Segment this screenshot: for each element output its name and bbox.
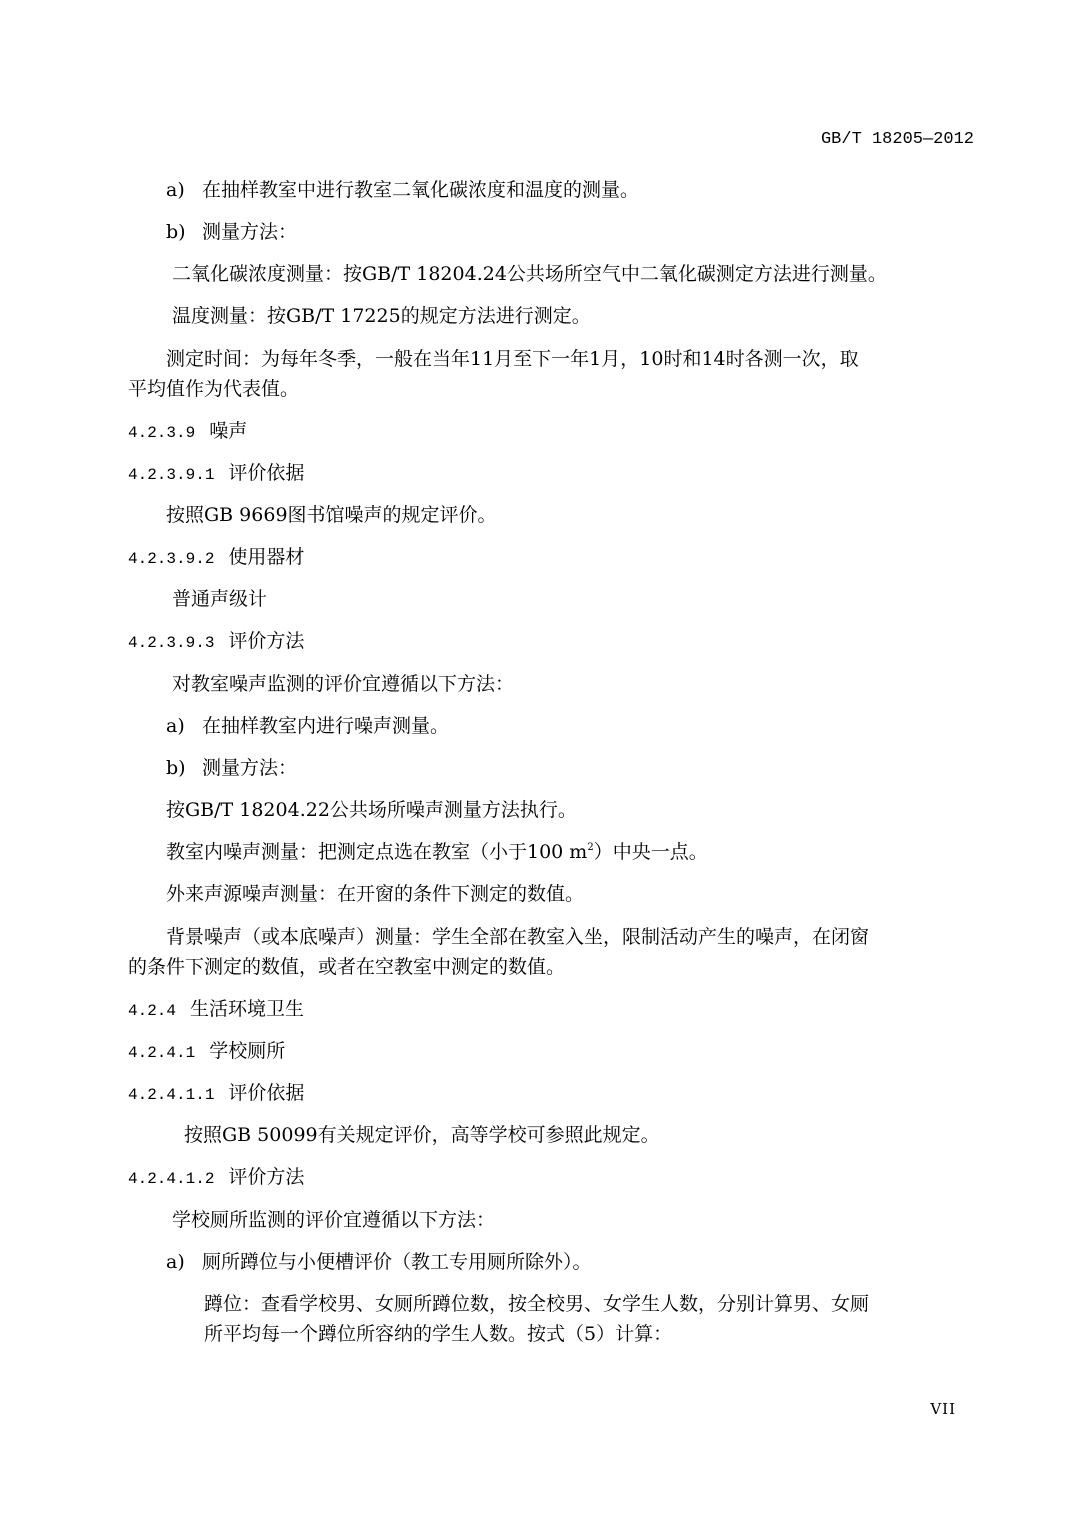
indoor-noise-text-end: ）中央一点。 [593,841,708,863]
list-item-text: 厕所蹲位与小便槽评价（教工专用厕所除外）。 [202,1251,592,1273]
section-title: 生活环境卫生 [190,998,305,1020]
section-number: 4.2.4.1 [128,1044,196,1062]
section-number: 4.2.3.9.3 [128,634,215,652]
section-heading-4-2-4 [128,994,304,1021]
section-heading-4-2-4-1-2 [128,1162,304,1189]
noise-basis-paragraph: 按照GB 9669图书馆噪声的规定评价。 [166,504,497,526]
list-marker: b) [166,757,186,779]
indoor-noise-text: 教室内噪声测量：把测定点选在教室（小于100 m [166,841,588,863]
section-heading-4-2-3-9-1 [128,458,304,485]
superscript-2: 2 [587,842,594,853]
section-number: 4.2.4 [128,1002,177,1020]
section-title: 评价依据 [228,462,305,484]
section-heading-4-2-4-1 [128,1036,285,1063]
list-item-a-noise [166,711,449,738]
list-marker: a) [166,179,185,201]
measurement-time-paragraph-line1: 测定时间：为每年冬季，一般在当年11月至下一年1月，10时和14时各测一次，取 [166,348,859,370]
squat-position-paragraph-line1: 蹲位：查看学校男、女厕所蹲位数，按全校男、女学生人数，分别计算男、女厕 [204,1293,870,1315]
background-noise-paragraph-line1: 背景噪声（或本底噪声）测量：学生全部在教室入坐，限制活动产生的噪声，在闭窗 [166,926,870,948]
section-title: 评价方法 [228,630,305,652]
temperature-measurement-paragraph: 温度测量：按GB/T 17225的规定方法进行测定。 [172,305,591,327]
section-heading-4-2-3-9-2 [128,542,304,569]
external-noise-paragraph: 外来声源噪声测量：在开窗的条件下测定的数值。 [166,883,585,905]
page-number: VII [930,1400,956,1418]
section-number: 4.2.3.9.1 [128,466,215,484]
standard-number-header: GB/T 18205—2012 [820,130,974,149]
section-heading-4-2-4-1-1 [128,1078,304,1105]
toilet-basis-paragraph: 按照GB 50099有关规定评价，高等学校可参照此规定。 [184,1124,660,1146]
squat-position-paragraph-line2: 所平均每一个蹲位所容纳的学生人数。按式（5）计算： [204,1323,673,1345]
background-noise-paragraph-line2: 的条件下测定的数值，或者在空教室中测定的数值。 [128,956,566,978]
list-item-a-toilet [166,1247,592,1274]
measurement-time-paragraph-line2: 平均值作为代表值。 [128,378,300,400]
section-title: 学校厕所 [209,1040,286,1062]
section-number: 4.2.4.1.2 [128,1170,215,1188]
noise-standard-paragraph: 按GB/T 18204.22公共场所噪声测量方法执行。 [166,799,577,821]
list-item-text: 在抽样教室内进行噪声测量。 [202,715,450,737]
list-item-b-noise-method [166,753,297,780]
section-heading-4-2-3-9-3 [128,626,304,653]
noise-method-intro: 对教室噪声监测的评价宜遵循以下方法： [172,673,515,695]
co2-measurement-paragraph: 二氧化碳浓度测量：按GB/T 18204.24公共场所空气中二氧化碳测定方法进行测量。 [172,263,887,285]
section-title: 评价方法 [228,1166,305,1188]
indoor-noise-paragraph [166,837,708,864]
list-item-b-method [166,217,297,244]
section-number: 4.2.4.1.1 [128,1086,215,1104]
list-marker: a) [166,1251,185,1273]
section-title: 评价依据 [228,1082,305,1104]
list-item-a-co2 [166,175,639,202]
list-item-text: 测量方法： [202,221,298,243]
list-marker: b) [166,221,186,243]
section-title: 使用器材 [228,546,305,568]
section-title: 噪声 [209,420,248,442]
list-item-text: 测量方法： [202,757,298,779]
toilet-method-intro: 学校厕所监测的评价宜遵循以下方法： [172,1209,496,1231]
equipment-paragraph: 普通声级计 [172,588,268,610]
list-item-text: 在抽样教室中进行教室二氧化碳浓度和温度的测量。 [202,179,640,201]
section-heading-4-2-3-9 [128,416,247,443]
list-marker: a) [166,715,185,737]
section-number: 4.2.3.9 [128,424,196,442]
section-number: 4.2.3.9.2 [128,550,215,568]
